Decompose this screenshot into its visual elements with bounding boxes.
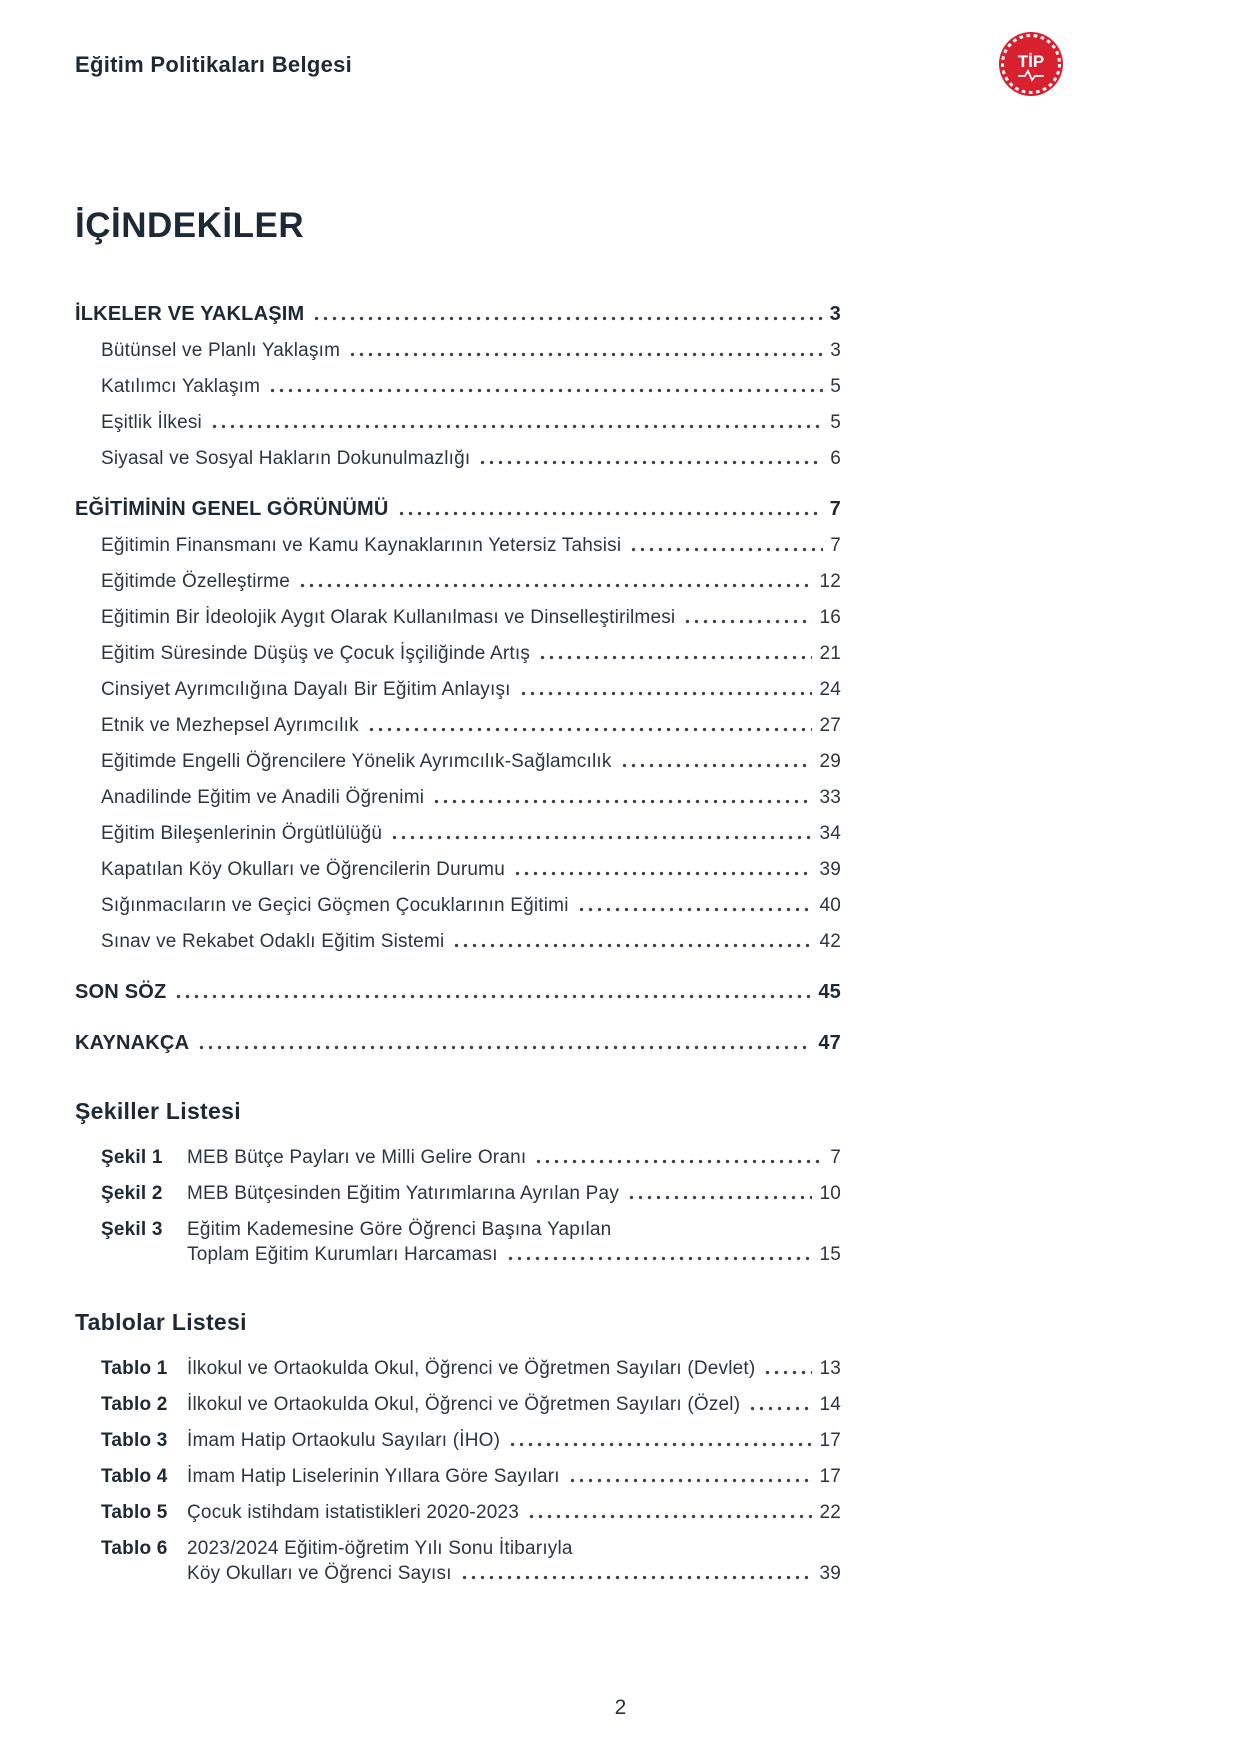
toc-entry[interactable] bbox=[75, 677, 841, 702]
toc-entry-label: Eğitimin Bir İdeolojik Aygıt Olarak Kullanılması ve Dinselleştirilmesi bbox=[101, 607, 676, 628]
toc-entry-label: Eğitim Süresinde Düşüş ve Çocuk İşçiliğinde Artış bbox=[101, 643, 531, 664]
leader-dots bbox=[506, 1255, 813, 1262]
leader-dots bbox=[367, 726, 813, 733]
table-page: 17 bbox=[819, 1466, 841, 1487]
toc-entry-page: 29 bbox=[819, 751, 841, 772]
toc-entry-label: Siyasal ve Sosyal Hakların Dokunulmazlığı bbox=[101, 448, 471, 469]
toc-entry-page: 40 bbox=[819, 895, 841, 916]
leader-dots bbox=[527, 1513, 812, 1520]
table-page: 39 bbox=[819, 1563, 841, 1584]
content-column bbox=[75, 0, 841, 1597]
toc-entry-label: SON SÖZ bbox=[75, 981, 167, 1003]
document-title: Eğitim Politikaları Belgesi bbox=[75, 52, 353, 77]
leader-dots bbox=[577, 906, 813, 913]
table-entry[interactable] bbox=[75, 1392, 841, 1417]
figure-title-text: Toplam Eğitim Kurumları Harcaması bbox=[187, 1244, 498, 1265]
toc-entry-label: Eğitimde Engelli Öğrencilere Yönelik Ayrımcılık-Sağlamcılık bbox=[101, 751, 612, 772]
figure-page: 15 bbox=[819, 1244, 841, 1265]
figure-title-line bbox=[187, 1181, 841, 1206]
toc-entry-label: Anadilinde Eğitim ve Anadili Öğrenimi bbox=[101, 787, 425, 808]
toc-entry-page: 24 bbox=[819, 679, 841, 700]
leader-dots bbox=[298, 582, 812, 589]
table-body bbox=[187, 1428, 841, 1453]
toc-entry-page: 45 bbox=[818, 981, 841, 1003]
table-label: Tablo 3 bbox=[101, 1430, 168, 1451]
table-entry[interactable] bbox=[75, 1536, 841, 1586]
toc-entry-page: 33 bbox=[819, 787, 841, 808]
table-page: 14 bbox=[819, 1394, 841, 1415]
figure-body bbox=[187, 1145, 841, 1170]
figure-title-text: MEB Bütçesinden Eğitim Yatırımlarına Ayrılan Pay bbox=[187, 1183, 620, 1204]
leader-dots bbox=[508, 1441, 812, 1448]
table-title-text: Köy Okulları ve Öğrenci Sayısı bbox=[187, 1563, 452, 1584]
table-body bbox=[187, 1464, 841, 1489]
table-title-line bbox=[187, 1500, 841, 1525]
toc-entry[interactable] bbox=[75, 749, 841, 774]
toc-entry[interactable] bbox=[75, 446, 841, 471]
table-entry[interactable] bbox=[75, 1356, 841, 1381]
toc-entry[interactable] bbox=[75, 302, 841, 327]
table-title-line1: 2023/2024 Eğitim-öğretim Yılı Sonu İtibarıyla bbox=[187, 1538, 573, 1559]
leader-dots bbox=[348, 351, 823, 358]
table-title-line bbox=[187, 1464, 841, 1489]
leader-dots bbox=[452, 942, 812, 949]
toc-entry-page: 47 bbox=[818, 1032, 841, 1054]
table-title-line2 bbox=[187, 1561, 841, 1586]
toc-entry[interactable] bbox=[75, 893, 841, 918]
toc-entry[interactable] bbox=[75, 980, 841, 1005]
table-title-text: İmam Hatip Ortaokulu Sayıları (İHO) bbox=[187, 1430, 501, 1451]
table-entry[interactable] bbox=[75, 1428, 841, 1453]
toc-entry[interactable] bbox=[75, 785, 841, 810]
toc-entry-label: Bütünsel ve Planlı Yaklaşım bbox=[101, 340, 341, 361]
table-label: Tablo 4 bbox=[101, 1466, 168, 1487]
leader-dots bbox=[312, 315, 822, 322]
table-body bbox=[187, 1500, 841, 1525]
table-title-text: İlkokul ve Ortaokulda Okul, Öğrenci ve Öğretmen Sayıları (Özel) bbox=[187, 1394, 741, 1415]
leader-dots bbox=[397, 510, 823, 517]
table-title-text: Çocuk istihdam istatistikleri 2020-2023 bbox=[187, 1502, 520, 1523]
figure-body bbox=[187, 1217, 841, 1267]
table-label: Tablo 5 bbox=[101, 1502, 168, 1523]
toc-entry-page: 7 bbox=[830, 535, 841, 556]
toc-entry-label: Eğitimde Özelleştirme bbox=[101, 571, 290, 592]
tables-list bbox=[75, 1356, 841, 1586]
toc-entry-label: Eğitim Bileşenlerinin Örgütlülüğü bbox=[101, 823, 383, 844]
figure-title-line bbox=[187, 1145, 841, 1170]
leader-dots bbox=[197, 1044, 811, 1051]
toc-entry-label: Kapatılan Köy Okulları ve Öğrencilerin Durumu bbox=[101, 859, 505, 880]
table-body bbox=[187, 1392, 841, 1417]
leader-dots bbox=[478, 459, 823, 466]
table-label: Tablo 2 bbox=[101, 1394, 168, 1415]
toc-entry-page: 34 bbox=[819, 823, 841, 844]
figure-label: Şekil 2 bbox=[101, 1183, 163, 1204]
toc-entry-label: İLKELER VE YAKLAŞIM bbox=[75, 303, 305, 325]
table-label: Tablo 1 bbox=[101, 1358, 168, 1379]
table-title-line bbox=[187, 1356, 841, 1381]
page-number: 2 bbox=[614, 1696, 627, 1719]
toc-entry-page: 27 bbox=[819, 715, 841, 736]
toc-entry-label: Etnik ve Mezhepsel Ayrımcılık bbox=[101, 715, 359, 736]
toc-entry[interactable] bbox=[75, 338, 841, 363]
table-page: 13 bbox=[819, 1358, 841, 1379]
leader-dots bbox=[513, 870, 812, 877]
toc-entry-label: Eğitimin Finansmanı ve Kamu Kaynaklarının Yetersiz Tahsisi bbox=[101, 535, 622, 556]
toc-entry-label: Katılımcı Yaklaşım bbox=[101, 376, 261, 397]
toc-entry[interactable] bbox=[75, 713, 841, 738]
leader-dots bbox=[568, 1477, 813, 1484]
figure-title-text: MEB Bütçe Payları ve Milli Gelire Oranı bbox=[187, 1147, 527, 1168]
table-body bbox=[187, 1356, 841, 1381]
toc-entry-page: 5 bbox=[830, 412, 841, 433]
figures-list bbox=[75, 1145, 841, 1267]
logo-text: TİP bbox=[1017, 52, 1045, 71]
toc-entry-page: 6 bbox=[830, 448, 841, 469]
toc-entry-page: 16 bbox=[819, 607, 841, 628]
leader-dots bbox=[683, 618, 812, 625]
leader-dots bbox=[748, 1405, 812, 1412]
figures-heading: Şekiller Listesi bbox=[75, 1098, 241, 1124]
table-of-contents bbox=[75, 302, 841, 1056]
tip-party-logo bbox=[997, 30, 1065, 98]
table-title-line bbox=[187, 1428, 841, 1453]
leader-dots bbox=[210, 423, 823, 430]
toc-entry-page: 3 bbox=[829, 303, 841, 325]
leader-dots bbox=[174, 993, 811, 1000]
toc-entry-label: Eşitlik İlkesi bbox=[101, 412, 202, 433]
toc-entry-label: Sınav ve Rekabet Odaklı Eğitim Sistemi bbox=[101, 931, 445, 952]
table-title-text: İmam Hatip Liselerinin Yıllara Göre Sayıları bbox=[187, 1466, 560, 1487]
toc-entry-label: Sığınmacıların ve Geçici Göçmen Çocuklarının Eğitimi bbox=[101, 895, 569, 916]
toc-entry-label: Cinsiyet Ayrımcılığına Dayalı Bir Eğitim Anlayışı bbox=[101, 679, 511, 700]
table-label: Tablo 6 bbox=[101, 1538, 168, 1559]
toc-entry-page: 21 bbox=[819, 643, 841, 664]
toc-entry[interactable] bbox=[75, 821, 841, 846]
figure-body bbox=[187, 1181, 841, 1206]
toc-entry[interactable] bbox=[75, 374, 841, 399]
figure-page: 7 bbox=[830, 1147, 841, 1168]
table-page: 17 bbox=[819, 1430, 841, 1451]
toc-entry-page: 3 bbox=[830, 340, 841, 361]
leader-dots bbox=[620, 762, 813, 769]
leader-dots bbox=[460, 1574, 813, 1581]
figure-entry[interactable] bbox=[75, 1181, 841, 1206]
leader-dots bbox=[629, 546, 823, 553]
leader-dots bbox=[538, 654, 812, 661]
page-title: İÇİNDEKİLER bbox=[75, 206, 305, 245]
toc-entry-page: 12 bbox=[819, 571, 841, 592]
leader-dots bbox=[432, 798, 812, 805]
toc-entry[interactable] bbox=[75, 857, 841, 882]
leader-dots bbox=[627, 1194, 812, 1201]
leader-dots bbox=[519, 690, 813, 697]
toc-entry[interactable] bbox=[75, 605, 841, 630]
figure-title-line1: Eğitim Kademesine Göre Öğrenci Başına Yapılan bbox=[187, 1219, 612, 1240]
toc-entry[interactable] bbox=[75, 497, 841, 522]
figure-title-line2 bbox=[187, 1242, 841, 1267]
toc-entry[interactable] bbox=[75, 410, 841, 435]
leader-dots bbox=[534, 1158, 823, 1165]
table-title-line bbox=[187, 1392, 841, 1417]
toc-entry[interactable] bbox=[75, 641, 841, 666]
toc-entry[interactable] bbox=[75, 1031, 841, 1056]
toc-entry[interactable] bbox=[75, 569, 841, 594]
figure-entry[interactable] bbox=[75, 1145, 841, 1170]
toc-entry-label: KAYNAKÇA bbox=[75, 1032, 190, 1054]
toc-entry-page: 39 bbox=[819, 859, 841, 880]
figure-label: Şekil 1 bbox=[101, 1147, 163, 1168]
figure-entry[interactable] bbox=[75, 1217, 841, 1267]
toc-entry[interactable] bbox=[75, 929, 841, 954]
toc-entry-page: 7 bbox=[829, 498, 841, 520]
table-title-text: İlkokul ve Ortaokulda Okul, Öğrenci ve Öğretmen Sayıları (Devlet) bbox=[187, 1358, 756, 1379]
toc-entry[interactable] bbox=[75, 533, 841, 558]
tip-logo-graphic bbox=[997, 30, 1065, 98]
leader-dots bbox=[390, 834, 812, 841]
table-page: 22 bbox=[819, 1502, 841, 1523]
leader-dots bbox=[268, 387, 823, 394]
toc-entry-label: EĞİTİMİNİN GENEL GÖRÜNÜMÜ bbox=[75, 498, 389, 520]
leader-dots bbox=[763, 1369, 812, 1376]
tables-heading: Tablolar Listesi bbox=[75, 1309, 247, 1335]
table-body bbox=[187, 1536, 841, 1586]
figure-page: 10 bbox=[819, 1183, 841, 1204]
figure-label: Şekil 3 bbox=[101, 1219, 163, 1240]
table-entry[interactable] bbox=[75, 1500, 841, 1525]
toc-entry-page: 42 bbox=[819, 931, 841, 952]
table-entry[interactable] bbox=[75, 1464, 841, 1489]
toc-entry-page: 5 bbox=[830, 376, 841, 397]
